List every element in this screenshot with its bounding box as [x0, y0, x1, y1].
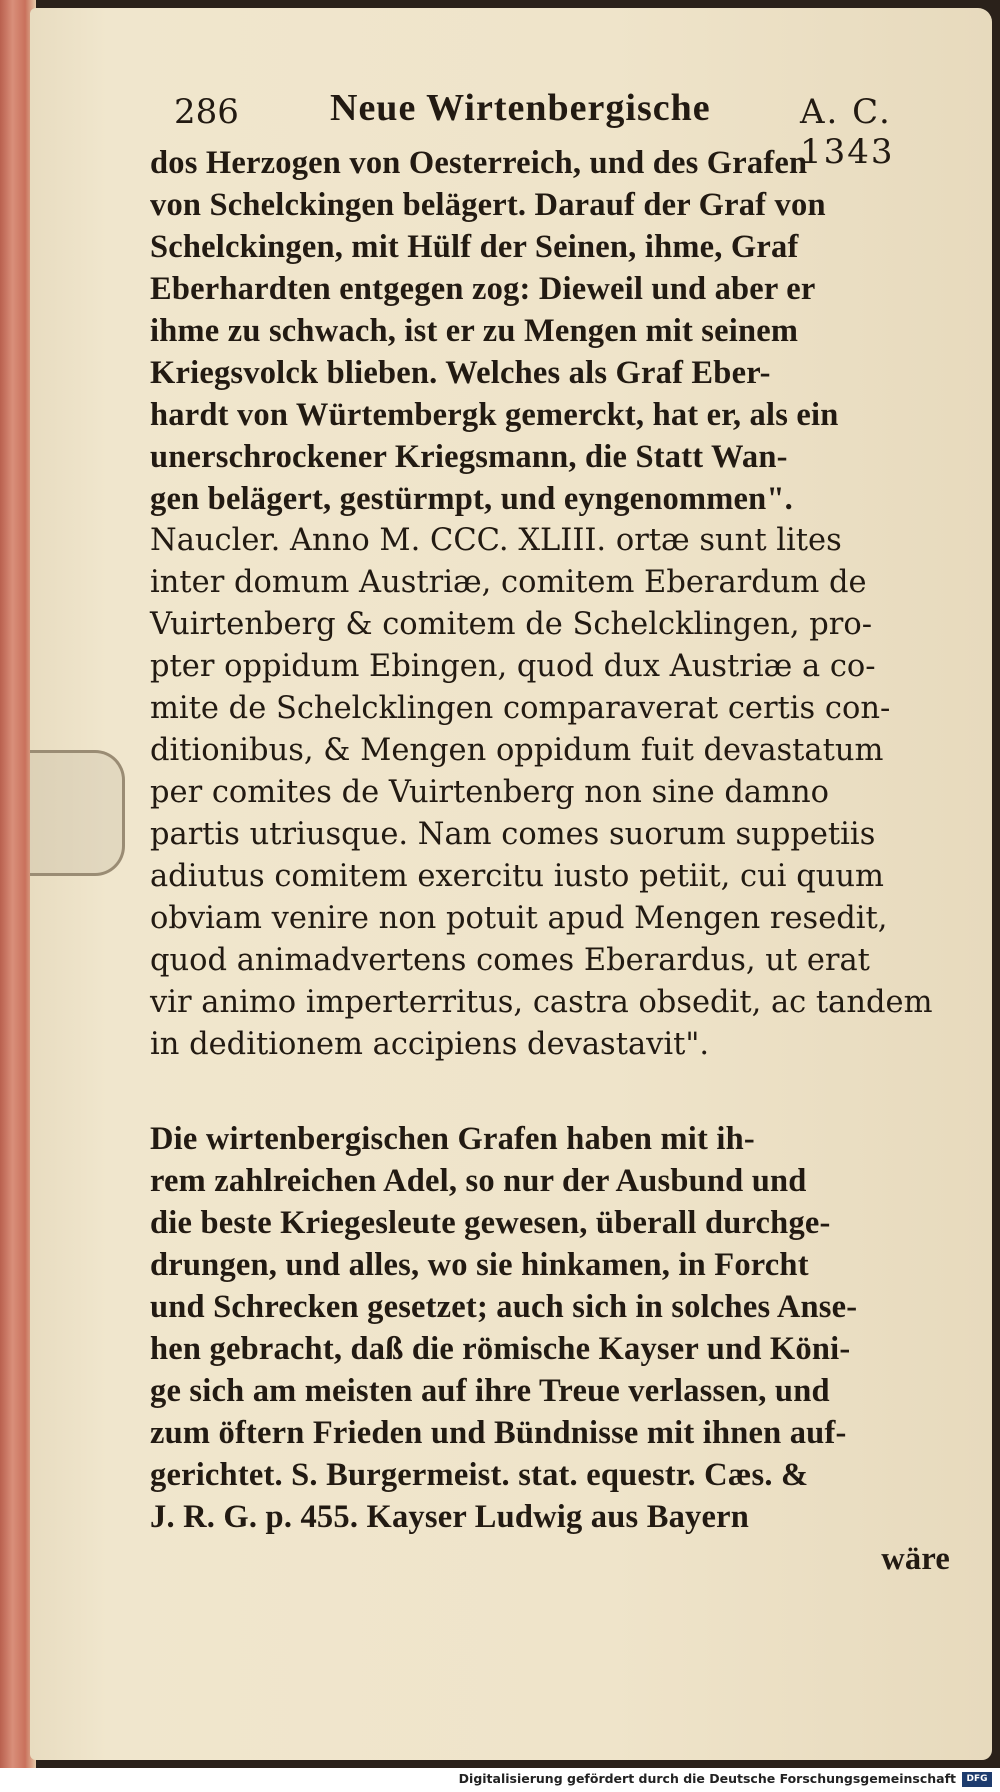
page-text	[150, 86, 970, 1580]
year-label: A. C. 1343	[800, 92, 895, 172]
text-line: pter oppidum Ebingen, quod dux Austriæ a co-	[150, 649, 876, 684]
dfg-logo: DFG	[962, 1772, 992, 1787]
text-line: Die wirtenbergischen Grafen haben mit ih-	[150, 1121, 755, 1157]
text-line: partis utriusque. Nam comes suorum suppetiis	[150, 817, 876, 852]
text-line: J. R. G. p. 455. Kayser Ludwig aus Bayern	[150, 1499, 749, 1535]
text-line: quod animadvertens comes Eberardus, ut erat	[150, 943, 870, 978]
text-line: adiutus comitem exercitu iusto petiit, cui quum	[150, 859, 884, 894]
text-line: dos Herzogen von Oesterreich, und des Grafen	[150, 145, 808, 181]
footer-bar	[0, 1768, 1000, 1792]
text-line: hen gebracht, daß die römische Kayser und Köni-	[150, 1331, 851, 1367]
text-line: unerschrockener Kriegsmann, die Statt Wan-	[150, 439, 788, 475]
text-line: drungen, und alles, wo sie hinkamen, in Forcht	[150, 1247, 809, 1283]
text-line: ditionibus, & Mengen oppidum fuit devastatum	[150, 733, 884, 768]
text-line: von Schelckingen belägert. Darauf der Graf von	[150, 187, 826, 223]
text-line: inter domum Austriæ, comitem Eberardum de	[150, 565, 867, 600]
text-line: Vuirtenberg & comitem de Schelcklingen, pro-	[150, 607, 873, 642]
text-line: Naucler. Anno M. CCC. XLIII. ortæ sunt lites	[150, 523, 842, 558]
text-line: gerichtet. S. Burgermeist. stat. equestr. Cæs. &	[150, 1457, 809, 1493]
text-line: ihme zu schwach, ist er zu Mengen mit seinem	[150, 313, 799, 349]
text-line: die beste Kriegesleute gewesen, überall durchge-	[150, 1205, 831, 1241]
text-line: Kriegsvolck blieben. Welches als Graf Eber-	[150, 355, 771, 391]
text-line: per comites de Vuirtenberg non sine damno	[150, 775, 830, 810]
text-line: rem zahlreichen Adel, so nur der Ausbund und	[150, 1163, 807, 1199]
running-title: Neue Wirtenbergische	[330, 87, 711, 129]
text-line: Schelckingen, mit Hülf der Seinen, ihme, Graf	[150, 229, 799, 265]
text-line: zum öftern Frieden und Bündnisse mit ihnen auf-	[150, 1415, 847, 1451]
book-page	[30, 8, 992, 1760]
text-line: wäre	[881, 1541, 950, 1577]
text-line: gen belägert, gestürmpt, und eyngenommen".	[150, 481, 794, 517]
text-line: Eberhardten entgegen zog: Dieweil und aber er	[150, 271, 816, 307]
text-line: mite de Schelcklingen comparaverat certis con-	[150, 691, 891, 726]
paragraph-gap	[150, 1066, 970, 1118]
page-clip	[30, 750, 125, 876]
text-line: in deditionem accipiens devastavit".	[150, 1027, 710, 1062]
text-line: hardt von Würtembergk gemerckt, hat er, als ein	[150, 397, 839, 433]
footer-credit: Digitalisierung gefördert durch die Deutsche Forschungsgemeinschaft	[458, 1771, 956, 1786]
text-line: und Schrecken gesetzet; auch sich in solches Anse-	[150, 1289, 858, 1325]
text-line: vir animo imperterritus, castra obsedit, ac tandem	[150, 985, 933, 1020]
page-number: 286	[174, 92, 239, 132]
text-line: ge sich am meisten auf ihre Treue verlassen, und	[150, 1373, 830, 1409]
text-line: obviam venire non potuit apud Mengen resedit,	[150, 901, 888, 936]
text-body	[150, 142, 970, 1580]
